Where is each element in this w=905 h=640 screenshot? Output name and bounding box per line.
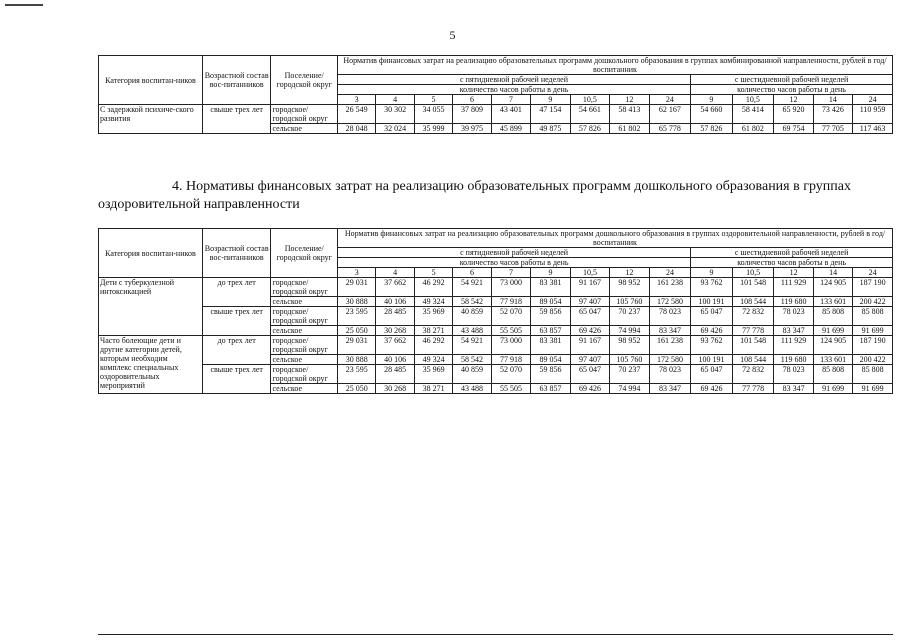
table-row — [99, 105, 893, 124]
value-cell: 47 154 — [531, 105, 570, 124]
value-cell: 40 106 — [376, 297, 414, 307]
value-cell: 23 595 — [337, 365, 375, 384]
value-cell: 28 485 — [376, 365, 414, 384]
value-cell: 200 422 — [853, 297, 893, 307]
value-cell: 30 888 — [337, 297, 375, 307]
table-row — [99, 278, 893, 297]
value-cell: 74 994 — [610, 326, 649, 336]
age-cell: до трех лет — [202, 278, 271, 307]
value-cell: 97 407 — [570, 355, 609, 365]
value-cell: 65 047 — [691, 307, 733, 326]
value-cell: 35 969 — [414, 307, 452, 326]
value-cell: 23 595 — [337, 307, 375, 326]
header-hours-col: 9 — [531, 268, 570, 278]
value-cell: 69 426 — [691, 384, 733, 394]
header-hours-col: 5 — [414, 95, 452, 105]
header-hours-col: 24 — [649, 268, 691, 278]
value-cell: 55 505 — [491, 384, 530, 394]
value-cell: 34 055 — [414, 105, 452, 124]
value-cell: 70 237 — [610, 307, 649, 326]
value-cell: 54 660 — [691, 105, 733, 124]
value-cell: 57 826 — [691, 124, 733, 134]
value-cell: 49 875 — [531, 124, 570, 134]
value-cell: 37 662 — [376, 278, 414, 297]
value-cell: 37 809 — [453, 105, 491, 124]
value-cell: 77 918 — [491, 355, 530, 365]
value-cell: 74 994 — [610, 384, 649, 394]
combined-groups-table — [98, 55, 893, 134]
value-cell: 161 238 — [649, 336, 691, 355]
value-cell: 133 601 — [813, 355, 852, 365]
value-cell: 45 899 — [491, 124, 530, 134]
header-hours-col: 6 — [453, 95, 491, 105]
header-hours-per-day-5: количество часов работы в день — [337, 258, 690, 268]
header-hours-col: 14 — [813, 268, 852, 278]
header-hours-col: 10,5 — [570, 268, 609, 278]
value-cell: 91 699 — [853, 384, 893, 394]
header-hours-col: 9 — [691, 95, 733, 105]
value-cell: 187 190 — [853, 336, 893, 355]
value-cell: 43 488 — [453, 326, 491, 336]
value-cell: 73 426 — [813, 105, 852, 124]
value-cell: 93 762 — [691, 278, 733, 297]
value-cell: 28 485 — [376, 307, 414, 326]
header-settlement: Поселение/ городской округ — [271, 229, 338, 278]
value-cell: 93 762 — [691, 336, 733, 355]
value-cell: 25 050 — [337, 326, 375, 336]
header-hours-col: 10,5 — [732, 95, 774, 105]
value-cell: 65 778 — [649, 124, 691, 134]
value-cell: 65 920 — [774, 105, 813, 124]
value-cell: 111 929 — [774, 336, 813, 355]
value-cell: 29 031 — [337, 336, 375, 355]
header-hours-per-day-6: количество часов работы в день — [691, 85, 893, 95]
header-five-day-week: с пятидневной рабочей неделей — [337, 248, 690, 258]
category-cell: С задержкой психиче-ского развития — [99, 105, 203, 134]
value-cell: 30 268 — [376, 326, 414, 336]
value-cell: 69 426 — [570, 326, 609, 336]
value-cell: 25 050 — [337, 384, 375, 394]
value-cell: 97 407 — [570, 297, 609, 307]
value-cell: 30 268 — [376, 384, 414, 394]
page-bottom-rule — [98, 634, 893, 635]
value-cell: 30 302 — [376, 105, 414, 124]
value-cell: 77 778 — [732, 384, 774, 394]
table-row — [99, 307, 893, 326]
value-cell: 65 047 — [570, 365, 609, 384]
value-cell: 52 070 — [491, 307, 530, 326]
age-cell: свыше трех лет — [202, 307, 271, 336]
header-hours-col: 10,5 — [732, 268, 774, 278]
age-cell: свыше трех лет — [202, 365, 271, 394]
header-age: Возрастной состав вос-питанников — [202, 56, 271, 105]
page-number: 5 — [449, 28, 456, 42]
header-hours-col: 10,5 — [570, 95, 609, 105]
value-cell: 83 347 — [649, 384, 691, 394]
value-cell: 119 680 — [774, 355, 813, 365]
table-row — [99, 336, 893, 355]
value-cell: 72 832 — [732, 365, 774, 384]
value-cell: 83 347 — [649, 326, 691, 336]
header-hours-col: 12 — [774, 268, 813, 278]
value-cell: 83 381 — [531, 278, 570, 297]
settlement-cell: сельское — [271, 355, 338, 365]
value-cell: 58 413 — [610, 105, 649, 124]
value-cell: 62 167 — [649, 105, 691, 124]
value-cell: 89 054 — [531, 297, 570, 307]
value-cell: 161 238 — [649, 278, 691, 297]
value-cell: 54 921 — [453, 278, 491, 297]
header-category: Категория воспитан-ников — [99, 56, 203, 105]
value-cell: 89 054 — [531, 355, 570, 365]
header-hours-col: 3 — [337, 268, 375, 278]
value-cell: 105 760 — [610, 297, 649, 307]
header-hours-col: 7 — [491, 95, 530, 105]
value-cell: 54 921 — [453, 336, 491, 355]
value-cell: 58 414 — [732, 105, 774, 124]
header-hours-col: 12 — [610, 268, 649, 278]
value-cell: 35 999 — [414, 124, 452, 134]
value-cell: 85 808 — [813, 365, 852, 384]
value-cell: 63 857 — [531, 384, 570, 394]
header-hours-col: 12 — [774, 95, 813, 105]
value-cell: 40 106 — [376, 355, 414, 365]
value-cell: 91 699 — [813, 384, 852, 394]
value-cell: 108 544 — [732, 355, 774, 365]
settlement-cell: городское/ городской округ — [271, 336, 338, 355]
value-cell: 59 856 — [531, 365, 570, 384]
header-hours-col: 12 — [610, 95, 649, 105]
header-hours-per-day-5: количество часов работы в день — [337, 85, 690, 95]
value-cell: 49 324 — [414, 297, 452, 307]
header-normative: Норматив финансовых затрат на реализацию образовательных программ дошкольного образования в группах оздоровительной направленности, рублей в год/воспитанник — [337, 229, 892, 248]
value-cell: 77 778 — [732, 326, 774, 336]
value-cell: 78 023 — [649, 307, 691, 326]
header-hours-col: 3 — [337, 95, 375, 105]
value-cell: 43 401 — [491, 105, 530, 124]
header-hours-col: 24 — [853, 95, 893, 105]
value-cell: 83 381 — [531, 336, 570, 355]
value-cell: 73 000 — [491, 336, 530, 355]
value-cell: 35 969 — [414, 365, 452, 384]
value-cell: 40 859 — [453, 365, 491, 384]
header-five-day-week: с пятидневной рабочей неделей — [337, 75, 690, 85]
value-cell: 101 548 — [732, 336, 774, 355]
header-six-day-week: с шестидневной рабочей неделей — [691, 248, 893, 258]
header-hours-col: 24 — [853, 268, 893, 278]
value-cell: 172 580 — [649, 355, 691, 365]
value-cell: 105 760 — [610, 355, 649, 365]
header-hours-col: 6 — [453, 268, 491, 278]
header-hours-col: 24 — [649, 95, 691, 105]
category-cell: Часто болеющие дети и другие категории детей, которым необходим комплекс специальных оздоровительных мероприятий — [99, 336, 203, 394]
value-cell: 65 047 — [570, 307, 609, 326]
value-cell: 69 754 — [774, 124, 813, 134]
value-cell: 61 802 — [732, 124, 774, 134]
value-cell: 72 832 — [732, 307, 774, 326]
table-row — [99, 365, 893, 384]
value-cell: 70 237 — [610, 365, 649, 384]
value-cell: 124 905 — [813, 278, 852, 297]
header-hours-col: 7 — [491, 268, 530, 278]
value-cell: 43 488 — [453, 384, 491, 394]
value-cell: 98 952 — [610, 278, 649, 297]
value-cell: 78 023 — [774, 307, 813, 326]
value-cell: 65 047 — [691, 365, 733, 384]
value-cell: 61 802 — [610, 124, 649, 134]
value-cell: 38 271 — [414, 384, 452, 394]
value-cell: 28 048 — [337, 124, 375, 134]
value-cell: 83 347 — [774, 384, 813, 394]
header-hours-col: 9 — [691, 268, 733, 278]
settlement-cell: сельское — [271, 384, 338, 394]
header-category: Категория воспитан-ников — [99, 229, 203, 278]
age-cell: свыше трех лет — [202, 105, 271, 134]
value-cell: 85 808 — [813, 307, 852, 326]
value-cell: 46 292 — [414, 278, 452, 297]
value-cell: 55 505 — [491, 326, 530, 336]
header-hours-per-day-6: количество часов работы в день — [691, 258, 893, 268]
settlement-cell: городское/ городской округ — [271, 307, 338, 326]
header-hours-col: 14 — [813, 95, 852, 105]
value-cell: 85 808 — [853, 307, 893, 326]
header-six-day-week: с шестидневной рабочей неделей — [691, 75, 893, 85]
header-age: Возрастной состав вос-питанников — [202, 229, 271, 278]
value-cell: 111 929 — [774, 278, 813, 297]
value-cell: 63 857 — [531, 326, 570, 336]
settlement-cell: городское/ городской округ — [271, 365, 338, 384]
value-cell: 73 000 — [491, 278, 530, 297]
value-cell: 124 905 — [813, 336, 852, 355]
value-cell: 54 661 — [570, 105, 609, 124]
value-cell: 100 191 — [691, 297, 733, 307]
value-cell: 39 975 — [453, 124, 491, 134]
value-cell: 91 699 — [813, 326, 852, 336]
settlement-cell: городское/ городской округ — [271, 105, 337, 124]
value-cell: 46 292 — [414, 336, 452, 355]
value-cell: 32 024 — [376, 124, 414, 134]
value-cell: 59 856 — [531, 307, 570, 326]
value-cell: 110 959 — [853, 105, 893, 124]
value-cell: 91 167 — [570, 336, 609, 355]
settlement-cell: сельское — [271, 124, 337, 134]
value-cell: 26 549 — [337, 105, 375, 124]
scan-corner-mark — [5, 4, 43, 6]
settlement-cell: сельское — [271, 326, 338, 336]
value-cell: 69 426 — [691, 326, 733, 336]
settlement-cell: сельское — [271, 297, 338, 307]
value-cell: 37 662 — [376, 336, 414, 355]
header-settlement: Поселение/ городской округ — [271, 56, 337, 105]
value-cell: 172 580 — [649, 297, 691, 307]
value-cell: 78 023 — [649, 365, 691, 384]
header-hours-col: 4 — [376, 268, 414, 278]
category-cell: Дети с туберкулезной интоксикацией — [99, 278, 203, 336]
value-cell: 101 548 — [732, 278, 774, 297]
value-cell: 77 705 — [813, 124, 852, 134]
header-hours-col: 4 — [376, 95, 414, 105]
value-cell: 108 544 — [732, 297, 774, 307]
value-cell: 30 888 — [337, 355, 375, 365]
age-cell: до трех лет — [202, 336, 271, 365]
value-cell: 200 422 — [853, 355, 893, 365]
section-title: 4. Нормативы финансовых затрат на реализацию образовательных программ дошкольного образования в группах оздоровительной направленности — [98, 179, 851, 212]
value-cell: 83 347 — [774, 326, 813, 336]
value-cell: 85 808 — [853, 365, 893, 384]
value-cell: 117 463 — [853, 124, 893, 134]
value-cell: 38 271 — [414, 326, 452, 336]
value-cell: 57 826 — [570, 124, 609, 134]
value-cell: 58 542 — [453, 297, 491, 307]
value-cell: 100 191 — [691, 355, 733, 365]
value-cell: 69 426 — [570, 384, 609, 394]
value-cell: 91 167 — [570, 278, 609, 297]
header-hours-col: 9 — [531, 95, 570, 105]
value-cell: 91 699 — [853, 326, 893, 336]
value-cell: 52 070 — [491, 365, 530, 384]
header-hours-col: 5 — [414, 268, 452, 278]
value-cell: 40 859 — [453, 307, 491, 326]
settlement-cell: городское/ городской округ — [271, 278, 338, 297]
value-cell: 78 023 — [774, 365, 813, 384]
value-cell: 58 542 — [453, 355, 491, 365]
header-normative: Норматив финансовых затрат на реализацию образовательных программ дошкольного образования в группах комбинированной направленности, рублей в год/воспитанник — [337, 56, 892, 75]
value-cell: 98 952 — [610, 336, 649, 355]
value-cell: 77 918 — [491, 297, 530, 307]
value-cell: 119 680 — [774, 297, 813, 307]
value-cell: 187 190 — [853, 278, 893, 297]
value-cell: 49 324 — [414, 355, 452, 365]
value-cell: 133 601 — [813, 297, 852, 307]
health-groups-table — [98, 228, 893, 394]
value-cell: 29 031 — [337, 278, 375, 297]
